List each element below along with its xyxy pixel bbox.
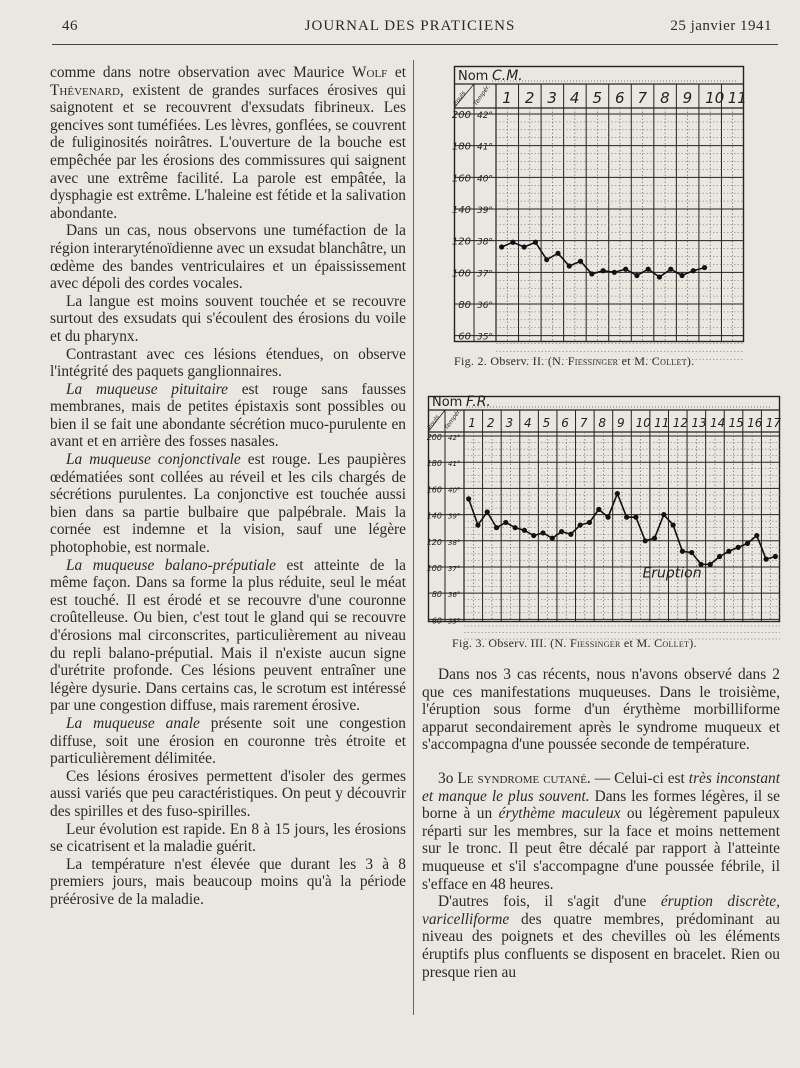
paragraph <box>50 715 406 768</box>
temp-tick: 41° <box>477 142 493 153</box>
temp-tick: 38° <box>448 538 461 547</box>
paragraph <box>50 451 406 557</box>
day-label: 11 <box>727 89 747 107</box>
text-run: présente soit une congestion diffuse, soit une érosion en couronne très étroite et particulièrement délimitée. <box>50 714 406 768</box>
pouls-tick: 100 <box>451 268 471 280</box>
text-run: est rouge sans fausses membranes, mais de petites épistaxis sont possibles ou bien il se fait une abondante sécrétion muco-purulente en avant et en arrière des fosses nasales. <box>50 380 406 451</box>
temperature-point <box>671 522 676 527</box>
caption-text: et M. <box>618 354 652 368</box>
text-run: D'autres fois, il s'agit d'une <box>438 893 661 911</box>
day-label: 6 <box>561 416 569 430</box>
caption-author: Fiessinger <box>567 354 619 368</box>
day-label: 10 <box>705 89 725 107</box>
temperature-point <box>652 536 657 541</box>
paragraph: Contrastant avec ces lésions étendues, on observe l'intégrité des paquets ganglionnaires. <box>50 345 406 381</box>
paragraph <box>422 770 780 893</box>
pouls-tick: 60 <box>458 331 471 343</box>
pouls-tick: 200 <box>451 110 471 121</box>
day-label: 6 <box>615 89 625 107</box>
nom-label: Nom <box>458 69 489 84</box>
temperature-point <box>680 549 685 554</box>
nom-label: Nom <box>432 395 463 410</box>
caption-text: ). <box>686 354 695 368</box>
day-label: 7 <box>637 89 648 107</box>
day-label: 2 <box>524 89 535 107</box>
paragraph <box>50 64 406 222</box>
temperature-point <box>510 240 515 245</box>
day-label: 1 <box>502 89 512 107</box>
temperature-point <box>475 522 480 527</box>
text-run: est rouge. Les paupières œdématiées sont collées au réveil et les cils chargés de sécrétions purulentes. La conjonctive est touchée aussi bien dans sa partie bulbaire que palpébrale. Mais la cornée est indemne et la vision, sauf une légère photophobie, est normale. <box>50 451 406 557</box>
temperature-point <box>466 496 471 501</box>
nom-value: F.R. <box>466 394 491 410</box>
temperature-point <box>657 274 662 279</box>
left-column <box>50 64 406 909</box>
author-name: Wolf <box>351 64 388 81</box>
day-label: 4 <box>569 89 580 107</box>
page-header <box>48 18 772 40</box>
temp-tick: 39° <box>477 206 493 216</box>
paragraph: Ces lésions érosives permettent d'isoler des germes aussi variés que peu caractéristiques. On peut y découvrir des spirilles et des fuso-spirilles. <box>50 767 406 820</box>
temperature-point <box>600 268 605 273</box>
temperature-point <box>522 244 527 249</box>
temperature-point <box>605 515 610 520</box>
chart-frame <box>426 397 780 622</box>
day-label: 4 <box>524 416 532 430</box>
day-label: 3 <box>547 89 557 107</box>
eruption-annotation: Eruption <box>642 565 702 582</box>
temperature-point <box>550 536 555 541</box>
temperature-point <box>633 515 638 520</box>
caption-author: Collet <box>651 354 687 368</box>
pouls-header: Pouls <box>426 413 442 431</box>
temperature-point <box>763 557 768 562</box>
pouls-tick: 80 <box>431 590 442 600</box>
temperature-point <box>624 515 629 520</box>
temperature-point <box>589 271 594 276</box>
paragraph: Leur évolution est rapide. En 8 à 15 jours, les érosions se cicatrisent et la maladie guérit. <box>50 820 406 856</box>
temperature-point <box>726 549 731 554</box>
paragraph: Dans un cas, nous observons une tuméfaction de la région interaryténoïdienne avec un exsudat blanchâtre, un œdème des bandes ventriculaires et un épaississement avec dépoli des cordes vocales. <box>50 222 406 293</box>
temperature-chart-3 <box>426 394 781 626</box>
paragraph: La température n'est élevée que durant les 3 à 8 premiers jours, mais beaucoup moins qu'à la période préérosive de la maladie. <box>50 855 406 908</box>
temperature-point <box>717 554 722 559</box>
temp-tick: 40° <box>477 174 493 185</box>
pouls-tick: 100 <box>426 563 442 573</box>
right-column <box>422 666 780 981</box>
day-label: 3 <box>505 416 514 430</box>
temperature-point <box>494 525 499 530</box>
temperature-point <box>559 529 564 534</box>
temp-tick: 36° <box>477 301 493 311</box>
temperature-point <box>708 562 713 567</box>
pouls-tick: 160 <box>451 173 471 185</box>
emphasis: La muqueuse pituitaire <box>66 380 228 398</box>
day-label: 12 <box>672 416 689 430</box>
temperature-point <box>522 528 527 533</box>
temp-tick: 36° <box>448 591 461 600</box>
temperature-point <box>702 265 707 270</box>
journal-title: JOURNAL DES PRATICIENS <box>304 18 516 34</box>
temperature-point <box>499 244 504 249</box>
text-run: est atteinte de la même façon. Dans sa forme la plus réduite, seul le méat est touché. Il est érodé et se recouvre d'une couronne croûtelleuse. Ou bien, c'est tout le gland qui se recouvre d'érosions mal circonscrites, particulièrement au niveau du repli balano-préputial. Mais il n'existe aucun signe d'urétrite profonde. Ces lésions peuvent entraîner une légère dysurie. Dans certains cas, le scrotum est intéressé par une congestion diffuse, mais rarement érosive. <box>50 556 406 715</box>
caption-text: et M. <box>620 636 655 650</box>
temperature-point <box>615 491 620 496</box>
figure-3 <box>426 394 781 626</box>
text-run: des quatre membres, prédominant au niveau des poignets et des chevilles où les éléments éruptifs plus confluents se disposent en bracelet. Rien ou presque rien au <box>422 910 780 981</box>
day-label: 1 <box>468 416 476 430</box>
temp-header: Tempér. <box>443 407 463 431</box>
issue-date: 25 janvier 1941 <box>670 18 772 34</box>
day-label: 11 <box>654 416 670 430</box>
temp-tick: 42° <box>477 111 493 121</box>
emphasis: La muqueuse conjonctivale <box>66 451 241 469</box>
caption-author: Collet <box>654 636 690 650</box>
temperature-point <box>754 533 759 538</box>
text-run: — Celui-ci est <box>590 769 689 787</box>
temperature-point <box>773 554 778 559</box>
figure-3-caption <box>452 636 697 651</box>
nom-value: C.M. <box>492 68 523 84</box>
temperature-point <box>513 525 518 530</box>
day-label: 8 <box>598 416 607 430</box>
temp-tick: 42° <box>448 434 461 442</box>
pouls-tick: 180 <box>426 459 442 469</box>
temperature-point <box>689 550 694 555</box>
day-label: 16 <box>747 416 763 430</box>
day-label: 9 <box>682 89 693 107</box>
page-number: 46 <box>62 18 78 34</box>
emphasis: très inconstant et manque le plus souvent. <box>422 769 780 805</box>
pouls-tick: 200 <box>426 433 442 442</box>
paragraph <box>50 557 406 715</box>
author-name: Thévenard <box>50 81 120 99</box>
day-label: 17 <box>765 416 781 430</box>
temperature-point <box>587 520 592 525</box>
day-label: 5 <box>542 416 551 430</box>
text-run: comme dans notre observation avec Maurice <box>50 64 352 81</box>
emphasis: éruption discrète, varicelliforme <box>422 893 780 928</box>
temperature-point <box>555 251 560 256</box>
emphasis: La muqueuse balano-préputiale <box>66 556 276 574</box>
paragraph <box>50 381 406 451</box>
temperature-point <box>544 257 549 262</box>
temperature-point <box>567 263 572 268</box>
caption-text: Fig. 2. Observ. II. (N. <box>454 354 568 368</box>
header-rule <box>52 44 778 45</box>
day-label: 13 <box>691 416 707 430</box>
emphasis: La muqueuse anale <box>66 714 200 732</box>
temperature-chart-2 <box>451 66 747 343</box>
temp-tick: 35° <box>477 332 493 343</box>
pouls-tick: 80 <box>458 300 471 311</box>
pouls-tick: 60 <box>431 616 442 626</box>
temperature-point <box>691 268 696 273</box>
temp-tick: 39° <box>448 512 461 521</box>
day-label: 15 <box>728 416 744 430</box>
column-divider <box>413 60 414 1015</box>
temperature-point <box>485 509 490 514</box>
temp-tick: 41° <box>448 460 461 469</box>
temperature-point <box>634 273 639 278</box>
temperature-point <box>646 267 651 272</box>
paragraph: La langue est moins souvent touchée et se recouvre surtout des exsudats qui s'écoulent des érosions du voile et du pharynx. <box>50 292 406 345</box>
temperature-point <box>661 512 666 517</box>
temperature-point <box>745 541 750 546</box>
temp-header: Tempér. <box>472 83 492 107</box>
figure-2-caption <box>454 354 695 369</box>
section-number: 3o <box>438 769 458 787</box>
temperature-point <box>568 532 573 537</box>
pouls-tick: 120 <box>426 537 442 547</box>
text-run: ou légèrement papuleux réparti sur les membres, sur la face et moins nettement sur le tronc. Il peut être décalé par rapport à l'atteinte muqueuse et s'il s'accompagne d'une poussée fébrile, il s'efface en 48 heures. <box>422 805 781 893</box>
pouls-tick: 120 <box>451 236 471 248</box>
temperature-point <box>540 530 545 535</box>
caption-text: ). <box>689 636 697 650</box>
section-title: Le syndrome cutané. <box>457 769 591 787</box>
pouls-tick: 180 <box>451 141 471 153</box>
pouls-tick: 140 <box>451 205 471 216</box>
temp-tick: 35° <box>448 617 461 626</box>
temp-tick: 40° <box>448 486 461 495</box>
temp-tick: 38° <box>477 237 493 248</box>
emphasis: érythème maculeux <box>498 805 621 823</box>
temperature-point <box>643 538 648 543</box>
day-label: 2 <box>486 416 495 430</box>
day-label: 14 <box>709 416 726 430</box>
figure-2 <box>451 66 747 343</box>
temperature-point <box>503 520 508 525</box>
temperature-point <box>596 507 601 512</box>
temperature-point <box>531 533 536 538</box>
temp-tick: 37° <box>477 269 493 280</box>
temp-tick: 37° <box>448 564 461 573</box>
temperature-point <box>679 273 684 278</box>
caption-author: Fiessinger <box>570 636 621 650</box>
pouls-header: Pouls <box>452 89 468 107</box>
day-label: 5 <box>592 89 603 107</box>
paragraph: Dans nos 3 cas récents, nous n'avons observé dans 2 que ces manifestations muqueuses. Dans le troisième, l'éruption sous forme d'un érythème morbilliforme apparut secondairement après le syndrome muqueux et s'accompagna d'une poussée seconde de température. <box>422 666 780 754</box>
text-run: , existent de grandes surfaces érosives qui saignotent et se recouvrent d'exsudats fibrineux. Les gencives sont tuméfiées. Les lèvres, gonflées, se couvrent de fuliginosités noirâtres. L'ouverture de la bouche est empêchée par les érosions des commissures qui saignent avec une extrême facilité. La parole est empâtée, la dysphagie est extrême. L'haleine est fétide et la salivation abondante. <box>50 81 406 222</box>
day-label: 8 <box>660 89 670 107</box>
pouls-tick: 160 <box>426 485 442 495</box>
temperature-point <box>612 270 617 275</box>
text-run: Dans les formes légères, il se borne à un <box>422 787 780 823</box>
temperature-point <box>578 259 583 264</box>
day-label: 7 <box>579 416 588 430</box>
text-run: et <box>387 64 406 81</box>
day-label: 10 <box>635 416 651 430</box>
caption-text: Fig. 3. Observ. III. (N. <box>452 636 571 650</box>
temperature-point <box>668 267 673 272</box>
paragraph <box>422 893 780 981</box>
temperature-point <box>736 545 741 550</box>
temperature-point <box>623 267 628 272</box>
temperature-point <box>533 240 538 245</box>
pouls-tick: 140 <box>426 511 442 521</box>
day-label: 9 <box>617 416 625 430</box>
temperature-point <box>578 522 583 527</box>
